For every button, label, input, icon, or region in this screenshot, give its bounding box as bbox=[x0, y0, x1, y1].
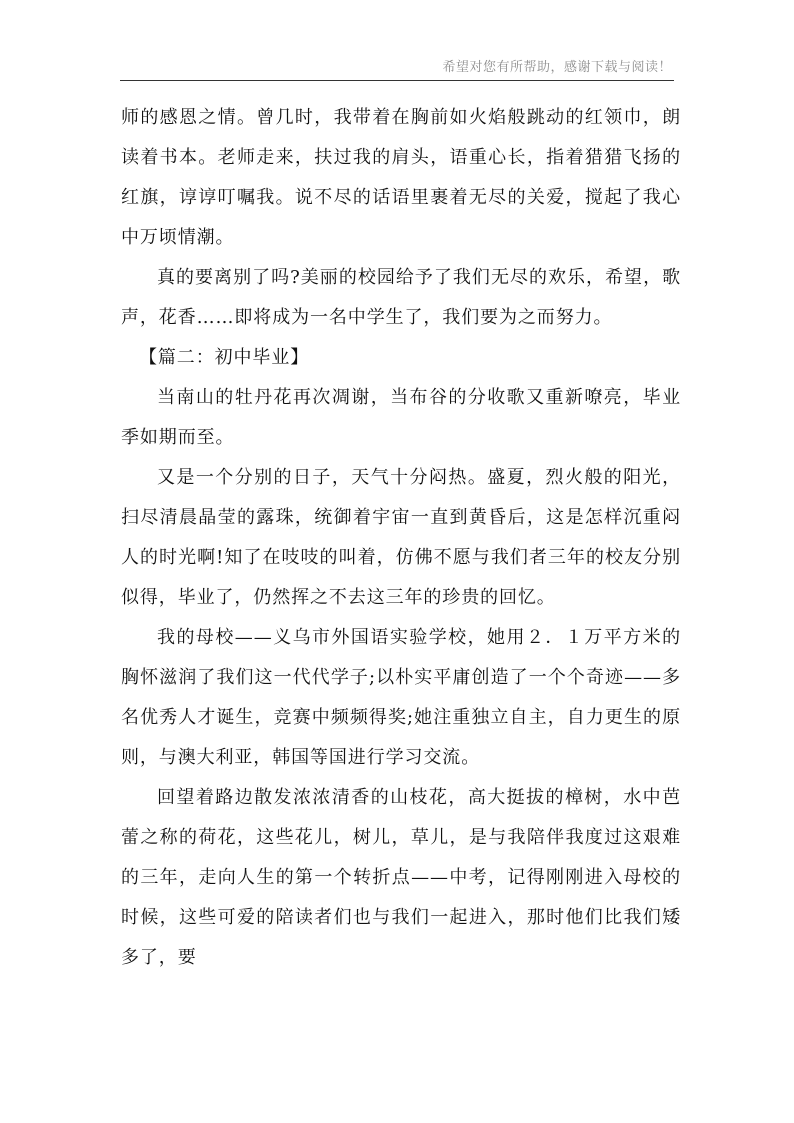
paragraph: 我的母校——义乌市外国语实验学校，她用２．１万平方米的胸怀滋润了我们这一代代学子;以朴实平庸创造了一个个奇迹——多名优秀人才诞生，竞赛中频频得奖;她注重独立自主，自力更生的原则，与澳大利亚，韩国等国进行学习交流。 bbox=[121, 627, 681, 768]
paragraph-continued: 师的感恩之情。曾几时，我带着在胸前如火焰般跳动的红领巾，朗读着书本。老师走来，扶过我的肩头，语重心长，指着猎猎飞扬的红旗，谆谆叮嘱我。说不尽的话语里裹着无尽的关爱，搅起了我心中万顷情潮。 bbox=[121, 107, 681, 248]
header-note: 希望对您有所帮助，感谢下载与阅读！ bbox=[442, 60, 672, 75]
page-header bbox=[120, 56, 674, 81]
document-body bbox=[121, 98, 681, 978]
section-heading: 【篇二：初中毕业】 bbox=[139, 347, 310, 368]
paragraph: 回望着路边散发浓浓清香的山枝花，高大挺拔的樟树，水中芭蕾之称的荷花，这些花儿，树儿，草儿，是与我陪伴我度过这艰难的三年，走向人生的第一个转折点——中考，记得刚刚进入母校的时候，这些可爱的陪读者们也与我们一起进入，那时他们比我们矮多了，要 bbox=[121, 787, 681, 968]
paragraph: 又是一个分别的日子，天气十分闷热。盛夏，烈火般的阳光，扫尽清晨晶莹的露珠，统御着宇宙一直到黄昏后，这是怎样沉重闷人的时光啊!知了在吱吱的叫着，仿佛不愿与我们者三年的校友分别似得，毕业了，仍然挥之不去这三年的珍贵的回忆。 bbox=[121, 467, 681, 608]
paragraph: 真的要离别了吗?美丽的校园给予了我们无尽的欢乐，希望，歌声，花香……即将成为一名中学生了，我们要为之而努力。 bbox=[121, 267, 681, 328]
paragraph: 当南山的牡丹花再次凋谢，当布谷的分收歌又重新嘹亮，毕业季如期而至。 bbox=[121, 387, 681, 448]
